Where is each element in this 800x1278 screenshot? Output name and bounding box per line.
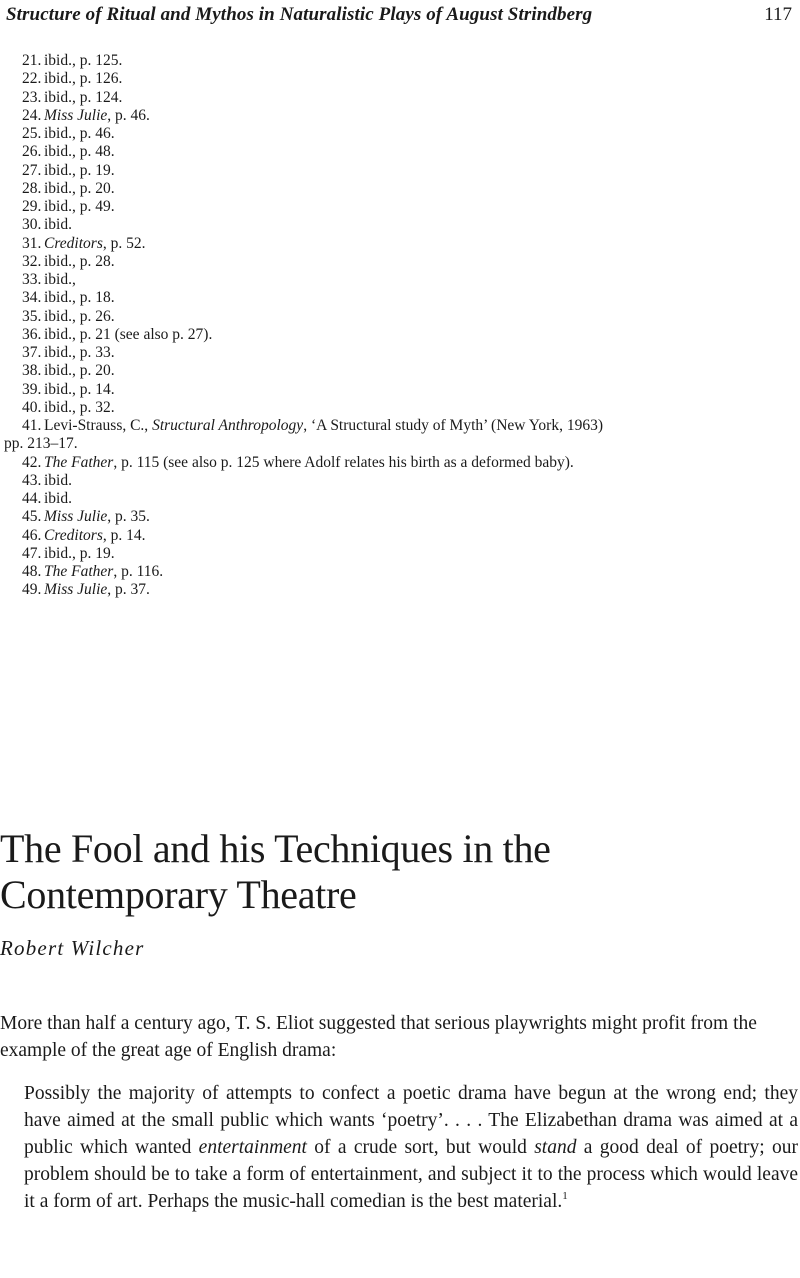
endnote-number: 28. <box>22 179 42 197</box>
quote-emphasis-stand: stand <box>534 1137 577 1158</box>
endnote-work-title: Miss Julie <box>44 106 108 124</box>
article-title-line-1: The Fool and his Techniques in the <box>0 826 551 871</box>
block-quote <box>24 1080 798 1215</box>
endnote-text: ibid., p. 126. <box>44 70 123 88</box>
endnote-number: 47. <box>22 544 42 562</box>
endnote-number: 48. <box>22 563 42 580</box>
quote-text-3: a good deal of poetry; our problem should be to take a form of entertainment, and subject it to the process which would leave it a form of art. Perhaps the music-hall comedian is the best material. <box>24 1137 798 1212</box>
quote-text-1: Possibly the majority of attempts to confect a poetic drama have begun at the wrong end; they have aimed at the small public which wants ‘poetry’. . . . The Elizabethan drama was aimed at a public which wanted <box>24 1083 798 1158</box>
endnote-text-prefix: Levi-Strauss, C., <box>44 417 153 434</box>
endnote-number: 43. <box>22 471 42 489</box>
endnote-number: 42. <box>22 453 42 471</box>
endnote-work-title: Creditors <box>44 526 103 544</box>
endnote-item <box>0 454 800 472</box>
endnote-number: 40. <box>22 398 42 416</box>
endnote-text: ibid., <box>44 271 76 288</box>
endnote-number: 35. <box>22 307 42 325</box>
endnote-text: ibid. <box>44 216 72 234</box>
running-header <box>6 4 794 30</box>
endnote-number: 39. <box>22 380 42 398</box>
endnote-work-title: Structural Anthropology <box>152 417 304 434</box>
endnote-item <box>0 180 800 198</box>
endnote-item <box>0 216 800 234</box>
endnote-item <box>0 253 800 271</box>
endnote-number: 38. <box>22 362 42 380</box>
endnote-item <box>0 344 800 362</box>
endnote-item <box>0 545 800 563</box>
endnote-number: 26. <box>22 143 42 161</box>
article-title <box>0 826 800 918</box>
endnote-text: , p. 52. <box>102 234 146 252</box>
endnote-item <box>0 527 800 545</box>
endnote-text: ibid., p. 48. <box>44 143 115 161</box>
endnote-number: 41. <box>22 417 42 434</box>
endnote-text: ibid., p. 28. <box>44 252 115 270</box>
endnote-item <box>0 381 800 399</box>
endnote-item <box>0 289 800 307</box>
endnote-text: ibid. <box>44 490 72 507</box>
endnote-number: 32. <box>22 252 42 270</box>
endnote-number: 46. <box>22 526 42 544</box>
endnote-text: , p. 46. <box>107 106 150 124</box>
endnote-item <box>0 125 800 143</box>
endnote-text: , p. 14. <box>102 526 146 544</box>
endnote-number: 27. <box>22 161 42 179</box>
endnote-item <box>0 198 800 216</box>
endnote-item <box>0 107 800 125</box>
endnote-text: , ‘A Structural study of Myth’ (New York, 1963) <box>303 417 603 434</box>
article-title-line-2: Contemporary Theatre <box>0 872 357 917</box>
endnote-number: 31. <box>22 234 42 252</box>
endnote-continuation: pp. 213–17. <box>4 435 78 453</box>
endnote-item <box>0 326 800 344</box>
endnote-item <box>0 52 800 70</box>
endnote-item <box>0 399 800 417</box>
endnote-text: , p. 37. <box>107 581 150 599</box>
endnote-item <box>0 271 800 289</box>
endnote-text: ibid., p. 125. <box>44 52 123 69</box>
endnote-number: 49. <box>22 581 42 599</box>
endnote-number: 33. <box>22 271 42 288</box>
page-number: 117 <box>764 4 792 25</box>
endnote-item <box>0 472 800 490</box>
endnote-number: 21. <box>22 52 42 69</box>
endnote-item <box>0 581 800 599</box>
endnote-work-title: Creditors <box>44 234 103 252</box>
endnote-item <box>0 417 800 454</box>
endnote-item <box>0 563 800 581</box>
endnote-text: , p. 116. <box>113 563 164 580</box>
endnote-text: ibid., p. 32. <box>44 398 115 416</box>
endnote-text: ibid., p. 19. <box>44 161 115 179</box>
article-author: Robert Wilcher <box>0 936 145 960</box>
endnote-work-title: The Father <box>44 453 114 471</box>
running-title: Structure of Ritual and Mythos in Naturalistic Plays of August Strindberg <box>6 4 593 25</box>
endnotes-list <box>0 52 800 600</box>
endnote-text: ibid., p. 49. <box>44 198 115 215</box>
endnote-number: 22. <box>22 70 42 88</box>
endnote-number: 45. <box>22 508 42 526</box>
endnote-number: 44. <box>22 490 42 507</box>
endnote-item <box>0 235 800 253</box>
endnote-item <box>0 362 800 380</box>
endnote-text: ibid., p. 18. <box>44 289 115 307</box>
endnote-number: 29. <box>22 198 42 215</box>
endnote-item <box>0 143 800 161</box>
endnote-text: ibid., p. 14. <box>44 380 115 398</box>
intro-paragraph: More than half a century ago, T. S. Eliot suggested that serious playwrights might profit from the example of the great age of English drama: <box>0 1013 757 1061</box>
endnote-number: 34. <box>22 289 42 307</box>
endnote-text: ibid., p. 124. <box>44 88 123 106</box>
endnote-number: 24. <box>22 106 42 124</box>
endnote-work-title: Miss Julie <box>44 581 108 599</box>
endnote-work-title: The Father <box>44 563 114 580</box>
endnote-number: 23. <box>22 88 42 106</box>
endnote-item <box>0 162 800 180</box>
endnote-text: ibid., p. 33. <box>44 344 115 361</box>
endnote-item <box>0 490 800 508</box>
footnote-reference[interactable]: 1 <box>562 1190 568 1202</box>
endnote-item <box>0 508 800 526</box>
endnote-number: 25. <box>22 125 42 142</box>
endnote-number: 36. <box>22 325 42 343</box>
endnote-number: 30. <box>22 216 42 234</box>
endnote-text: ibid. <box>44 471 72 489</box>
endnote-text: ibid., p. 20. <box>44 179 115 197</box>
endnote-text: , p. 115 (see also p. 125 where Adolf relates his birth as a deformed baby). <box>113 453 574 471</box>
endnote-number: 37. <box>22 344 42 361</box>
endnote-text: ibid., p. 21 (see also p. 27). <box>44 325 213 343</box>
endnote-item <box>0 308 800 326</box>
endnote-text: ibid., p. 26. <box>44 307 115 325</box>
quote-text-2: of a crude sort, but would <box>306 1137 535 1158</box>
endnote-item <box>0 89 800 107</box>
endnote-text: ibid., p. 20. <box>44 362 115 380</box>
endnote-text: ibid., p. 46. <box>44 125 115 142</box>
endnote-work-title: Miss Julie <box>44 508 108 526</box>
endnote-text: ibid., p. 19. <box>44 544 115 562</box>
endnote-text: , p. 35. <box>107 508 150 526</box>
quote-emphasis-entertainment: entertainment <box>198 1137 307 1158</box>
endnote-item <box>0 70 800 88</box>
